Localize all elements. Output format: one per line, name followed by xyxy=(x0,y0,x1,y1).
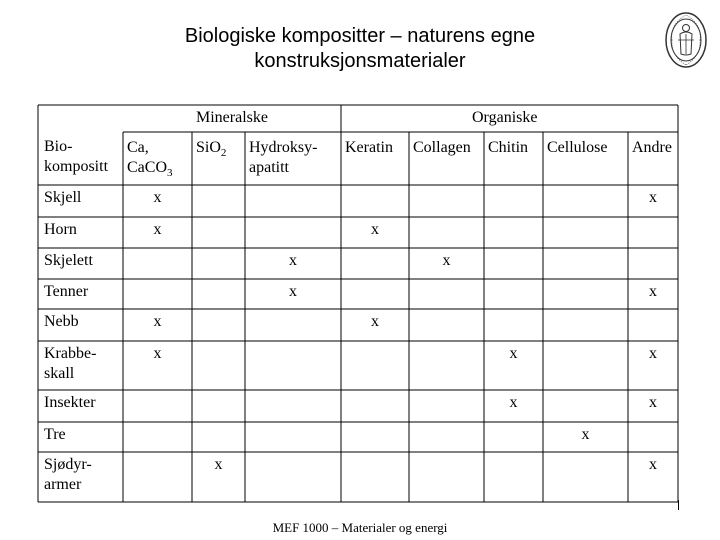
cell-mark: x xyxy=(214,456,223,473)
cell-mark: x xyxy=(371,221,379,238)
group-header-organic: Organiske xyxy=(472,109,538,126)
slide-footer: MEF 1000 – Materialer og energi xyxy=(272,520,448,535)
cell-mark: x xyxy=(509,394,518,411)
row-label: Tenner xyxy=(44,283,89,300)
university-seal-icon xyxy=(664,10,708,70)
column-header-line: Ca, xyxy=(127,139,149,156)
cell-mark: x xyxy=(509,345,518,362)
cell-mark: x xyxy=(153,345,162,362)
column-header-line: Chitin xyxy=(488,139,529,156)
cell-mark: x xyxy=(371,313,379,330)
column-header-subscript: 3 xyxy=(167,167,173,180)
cell-mark: x xyxy=(581,426,590,443)
column-header xyxy=(547,138,607,158)
column-header-line: CaCO$_3$ xyxy=(127,159,173,180)
column-header xyxy=(632,138,672,158)
column-header xyxy=(413,138,471,158)
cell-mark: x xyxy=(649,456,657,473)
cell-mark: x xyxy=(289,283,297,300)
row-label: Krabbe- skall xyxy=(44,345,97,382)
corner-mark xyxy=(678,500,679,510)
row-label: Horn xyxy=(44,221,77,238)
column-header xyxy=(488,138,528,158)
column-header xyxy=(249,138,317,178)
column-header-subscript: 2 xyxy=(220,147,227,160)
cell-mark: x xyxy=(289,252,297,269)
corner-header-line: Bio- xyxy=(44,138,73,155)
column-header xyxy=(196,138,226,163)
column-header-line: Cellulose xyxy=(547,139,608,156)
column-header-line: Keratin xyxy=(345,139,393,156)
row-label: Insekter xyxy=(44,394,96,411)
column-header-line: Hydroksy- xyxy=(249,139,318,156)
cell-mark: x xyxy=(649,283,657,300)
row-label: Tre xyxy=(44,426,66,443)
cell-mark: x xyxy=(153,189,162,206)
column-header-line: SiO$_2$ xyxy=(196,139,227,160)
cell-mark: x xyxy=(153,313,162,330)
column-header-line: apatitt xyxy=(249,159,289,176)
cell-mark: x xyxy=(153,221,162,238)
corner-header-line: kompositt xyxy=(44,158,109,175)
row-label: Skjell xyxy=(44,189,82,206)
column-header-line: Andre xyxy=(632,139,672,156)
row-label: Skjelett xyxy=(44,252,93,269)
group-header-mineral: Mineralske xyxy=(196,109,268,126)
cell-mark: x xyxy=(649,345,657,362)
title-line-2: konstruksjonsmaterialer xyxy=(254,50,466,72)
column-header xyxy=(127,138,173,183)
cell-mark: x xyxy=(442,252,451,269)
row-label: Sjødyr- armer xyxy=(44,456,92,493)
column-header xyxy=(345,138,393,158)
cell-mark: x xyxy=(649,189,657,206)
cell-mark: x xyxy=(649,394,657,411)
slide-title xyxy=(100,24,620,74)
column-header-line: Collagen xyxy=(413,139,471,156)
title-line-1: Biologiske kompositter – naturens egne xyxy=(184,25,536,47)
row-label: Nebb xyxy=(44,313,79,330)
